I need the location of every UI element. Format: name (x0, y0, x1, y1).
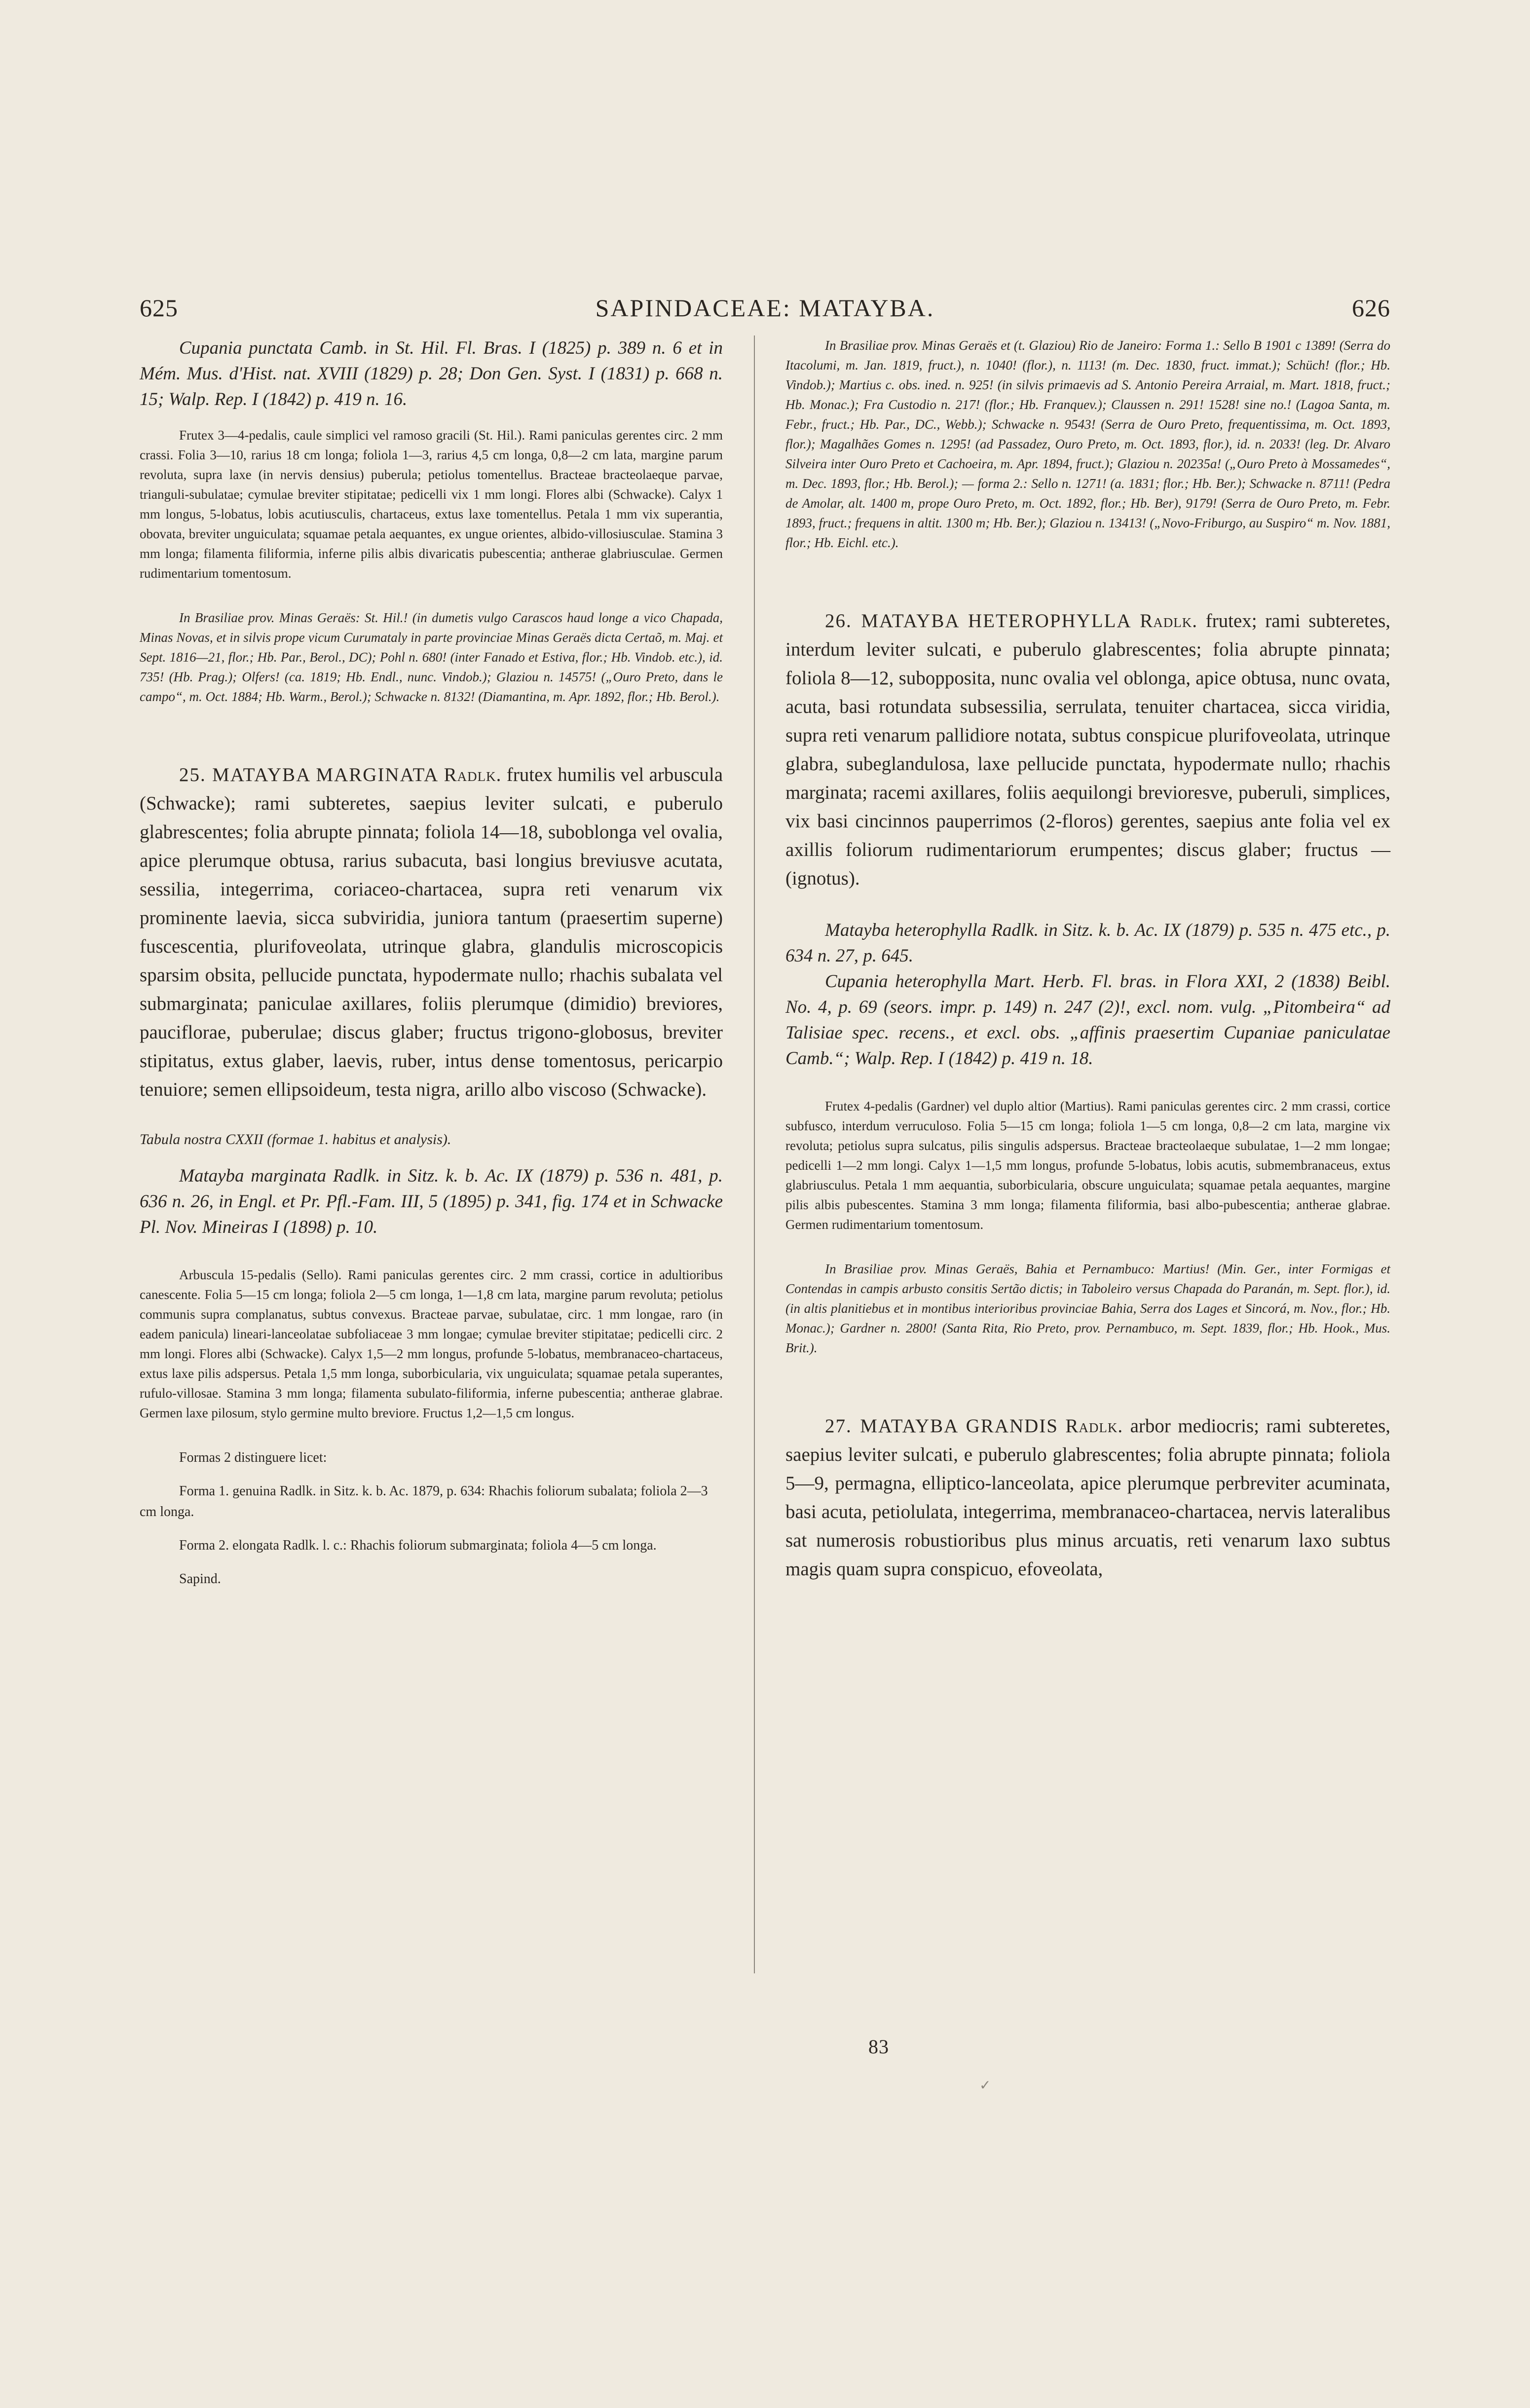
margin-mark: ✓ (979, 2078, 991, 2093)
plate-reference: Tabula nostra CXXII (formae 1. habitus et analysis). (140, 1131, 451, 1148)
distribution: In Brasiliae prov. Minas Geraës, Bahia et Pernambuco: Martius! (Min. Ger., inter Formigas et Contendas in campis arbusto consitis Sertão dictis; in Taboleiro versus Chapada do Paranán, m. Sept. flor.), id. (in altis planitiebus et in montibus interioribus provinciae Bahia, Serra dos Lages et Sincorá, m. Nov., flor.; Hb. Monac.); Gardner n. 2800! (Santa Rita, Rio Preto, prov. Pernambuco, m. Sept. 1839, flor.; Hb. Hook., Mus. Brit.). (785, 1261, 1390, 1355)
species-name: 27. MATAYBA GRANDIS (825, 1415, 1058, 1437)
description: Arbuscula 15-pedalis (Sello). Rami paniculas gerentes circ. 2 mm crassi, cortice in adultioribus canescente. Folia 5—15 cm longa; foliola 2—5 cm longa, 1—1,8 cm lata, margine parum revoluta; petiolus communis supra complanatus, subtus convexus. Bracteae parvae, subulatae, circ. 1 mm longae, raro (in eadem panicula) lineari-lanceolatae subfoliaceae 3 mm longae; cymulae breviter stipitatae; pedicelli circ. 2 mm longi. Flores albi (Schwacke). Calyx 1,5—2 mm longus, profunde 5-lobatus, membranaceo-chartaceus, extus laxe pilis adspersus. Petala 1,5 mm longa, suborbicularia, vix unguiculata; squamae petala superantes, rufulo-villosae. Stamina 3 mm longa; filamenta subulato-filiformia, inferne pubescentia; antherae glabrae. Germen laxe pilosum, stylo germine multo breviore. Fructus 1,2—1,5 cm longus. (140, 1267, 723, 1420)
species-diagnosis: frutex; rami subteretes, interdum leviter sulcati, e puberulo glabrescentes; folia abrupte pinnata; foliola 8—12, subopposita, nunc ovalia vel oblonga, apice obtusa, nunc ovata, acuta, basi rotundata subsessilia, serrulata, tenuiter chartacea, sicca viridia, supra reti venarum pallidiore notata, subtus conspicue plurifoveolata, utrinque glabra, subeglandulosa, laxe pellucide punctata, hypodermate nullo; rhachis marginata; racemi axillares, foliis aequilongi brevioresve, puberuli, simplices, vix basi cincinnos pauperrimos (2-floros) gerentes, saepius ante folia vel ex axillis foliorum rudimentariorum erumpentes; discus glaber; fructus — (ignotus). (785, 610, 1390, 889)
species-diagnosis: arbor mediocris; rami subteretes, saepius leviter sulcati, e puberulo glabrescentes; folia abrupte pinnata; foliola 5—9, permagna, elliptico-lanceolata, apice plerumque perbreviter acuminata, basi acuta, petiolulata, integerrima, membranaceo-chartacea, nervis lateralibus sat numerosis robustioribus plus minus arcuatis, reti venarum laxo subtus magis quam supra conspicuo, efoveolata, (785, 1415, 1390, 1580)
species-author: Radlk. (444, 764, 502, 785)
synonym-citation: Cupania heterophylla Mart. Herb. Fl. bras. in Flora XXI, 2 (1838) Beibl. No. 4, p. 69 (seors. impr. p. 149) n. 247 (2)!, excl. nom. vulg. „Pitombeira“ ad Talisiae spec. recens., et excl. obs. „affinis praesertim Cupaniae paniculatae Camb.“; Walp. Rep. I (1842) p. 419 n. 18. (785, 971, 1390, 1069)
left-column (140, 335, 723, 1590)
species-heading-27 (785, 1412, 1390, 1584)
column-divider (754, 335, 755, 1973)
running-head (140, 294, 1390, 323)
literature-citation: Matayba heterophylla Radlk. in Sitz. k. b. Ac. IX (1879) p. 535 n. 475 etc., p. 634 n. 27, p. 645. (785, 920, 1390, 966)
page-number-left: 625 (140, 294, 178, 322)
species-heading-26 (785, 607, 1390, 893)
literature-citation: Matayba marginata Radlk. in Sitz. k. b. Ac. IX (1879) p. 536 n. 481, p. 636 n. 26, in Engl. et Pr. Pfl.-Fam. III, 5 (1895) p. 341, fig. 174 et in Schwacke Pl. Nov. Mineiras I (1898) p. 10. (140, 1166, 723, 1237)
species-diagnosis: frutex humilis vel arbuscula (Schwacke); rami subteretes, saepius leviter sulcati, e puberulo glabrescentes; folia abrupte pinnata; foliola 14—18, suboblonga vel ovalia, apice plerumque obtusa, rarius subacuta, basi longius breviusve acutata, sessilia, integerrima, coriaceo-chartacea, supra reti venarum vix prominente laevia, sicca subviridia, juniora tantum (praesertim superne) fuscescentia, plurifoveolata, utrinque glabra, glandulis microscopicis sparsim obsita, pellucide punctata, hypodermate nullo; rhachis subalata vel submarginata; paniculae axillares, foliis plerumque (dimidio) breviores, pauciflorae, puberulae; discus glaber; fructus trigono-globosus, breviter stipitatus, extus glaber, laevis, ruber, intus dense tomentosus, pericarpio tenuiore; semen ellipsoideum, testa nigra, arillo albo viscoso (Schwacke). (140, 764, 723, 1100)
species-heading-25 (140, 761, 723, 1104)
forma-2: Forma 2. elongata Radlk. l. c.: Rhachis foliorum submarginata; foliola 4—5 cm longa. (179, 1538, 657, 1553)
page-title: SAPINDACEAE: MATAYBA. (595, 294, 935, 322)
synonym-citation: Cupania punctata Camb. in St. Hil. Fl. Bras. I (1825) p. 389 n. 6 et in Mém. Mus. d'Hist. nat. XVIII (1829) p. 28; Don Gen. Syst. I (1831) p. 668 n. 15; Walp. Rep. I (1842) p. 419 n. 16. (140, 338, 723, 409)
distribution: In Brasiliae prov. Minas Geraës: St. Hil.! (in dumetis vulgo Carascos haud longe a vico Chapada, Minas Novas, et in silvis prope vicum Curumataly in parte provinciae Minas Geraës dicta Certaõ, m. Maj. et Sept. 1816—21, flor.; Hb. Par., Berol., DC); Pohl n. 680! (inter Fanado et Estiva, flor.; Hb. Vindob. etc.), id. 735! (Hb. Prag.); Olfers! (ca. 1819; Hb. Endl., nunc. Vindob.); Glaziou n. 14575! („Ouro Preto, dans le campo“, m. Oct. 1884; Hb. Warm., Berol.); Schwacke n. 8132! (Diamantina, m. Apr. 1892, flor.; Hb. Berol.). (140, 610, 723, 704)
description: Frutex 4-pedalis (Gardner) vel duplo altior (Martius). Rami paniculas gerentes circ. 2 mm crassi, cortice subfusco, interdum verruculoso. Folia 5—15 cm longa; foliola 1—5 cm longa, 0,8—2 cm lata, margine vix revoluta; petiolus supra sulcatus, pilis singulis adspersus. Bracteae bracteolaeque subulatae, 1—2 mm longae; pedicelli 1—2 mm longi. Calyx 1—1,5 mm longus, profunde 5-lobatus, lobis acutis, submembranaceus, extus glabriusculus. Petala 1 mm aequantia, suborbicularia, obscure unguiculata; squamae petala aequantes, margine pilis albis pubescentes. Stamina 3 mm longa; filamenta filiformia, basi albo-pubescentia; antherae glabrae. Germen rudimentarium tomentosum. (785, 1099, 1390, 1232)
species-name: 25. MATAYBA MARGINATA (179, 764, 439, 785)
forma-1: Forma 1. genuina Radlk. in Sitz. k. b. Ac. 1879, p. 634: Rhachis foliorum subalata; foliola 2—3 cm longa. (140, 1483, 708, 1519)
species-author: Radlk. (1065, 1415, 1123, 1437)
signature-mark: Sapind. (179, 1571, 221, 1587)
signature-number: 83 (868, 2036, 889, 2058)
right-column (785, 335, 1390, 1584)
formas-intro: Formas 2 distinguere licet: (179, 1450, 327, 1465)
species-author: Radlk. (1140, 610, 1198, 631)
page-number-right: 626 (1352, 294, 1390, 322)
description: Frutex 3—4-pedalis, caule simplici vel ramoso gracili (St. Hil.). Rami paniculas gerentes circ. 2 mm crassi. Folia 3—10, rarius 18 cm longa; foliola 1—3, rarius 4,5 cm longa, 0,8—2 cm lata, margine parum revoluta, supra laxe (in nervis densius) puberula; petiolus tomentellus. Bracteae bracteolaeque parvae, trianguli-subulatae; cymulae breviter stipitatae; pedicelli vix 1 mm longi. Flores albi (Schwacke). Calyx 1 mm longus, 5-lobatus, lobis acutiusculis, chartaceus, extus laxe tomentellus. Petala 1 mm vix superantia, obovata, breviter unguiculata; squamae petala aequantes, ex ungue orientes, albido-villosiusculae. Stamina 3 mm longa; filamenta filiformia, inferne pilis albis divaricatis pubescentia; antherae glabriusculae. Germen rudimentarium tomentosum. (140, 428, 723, 581)
species-name: 26. MATAYBA HETEROPHYLLA (825, 610, 1132, 631)
distribution: In Brasiliae prov. Minas Geraës et (t. Glaziou) Rio de Janeiro: Forma 1.: Sello B 1901 c 1389! (Serra do Itacolumi, m. Jan. 1819, fruct.), n. 1040! (flor.), n. 1113! (m. Dec. 1830, fruct. immat.); Schüch! (flor.; Hb. Vindob.); Martius c. obs. ined. n. 925! (in silvis primaevis ad S. Antonio Pereira Arraial, m. Mart. 1818, fruct.; Hb. Monac.); Fra Custodio n. 217! (flor.; Hb. Franquev.); Claussen n. 291! 1528! sine no.! (Lagoa Santa, m. Febr., fruct.; Hb. Par., DC., Webb.); Schwacke n. 9543! (Serra de Ouro Preto, frequentissima, m. Oct. 1893, flor.); Magalhães Gomes n. 1295! (ad Passadez, Ouro Preto, m. Oct. 1893, flor.), id. n. 2033! (leg. Dr. Alvaro Silveira inter Ouro Preto et Cachoeira, m. Apr. 1894, fruct.); Glaziou n. 20235a! („Ouro Preto à Mossamedes“, m. Dec. 1893, flor.; Hb. Berol.); — forma 2.: Sello n. 1271! (a. 1831; flor.; Hb. Ber.); Schwacke n. 8711! (Pedra de Amolar, alt. 1400 m, prope Ouro Preto, m. Oct. 1892, flor.; Hb. Ber), 9179! (Serra de Ouro Preto, m. Febr. 1893, fruct.; frequens in altit. 1300 m; Hb. Ber.); Glaziou n. 13413! („Novo-Friburgo, au Suspiro“ m. Nov. 1881, flor.; Hb. Eichl. etc.). (785, 338, 1390, 550)
